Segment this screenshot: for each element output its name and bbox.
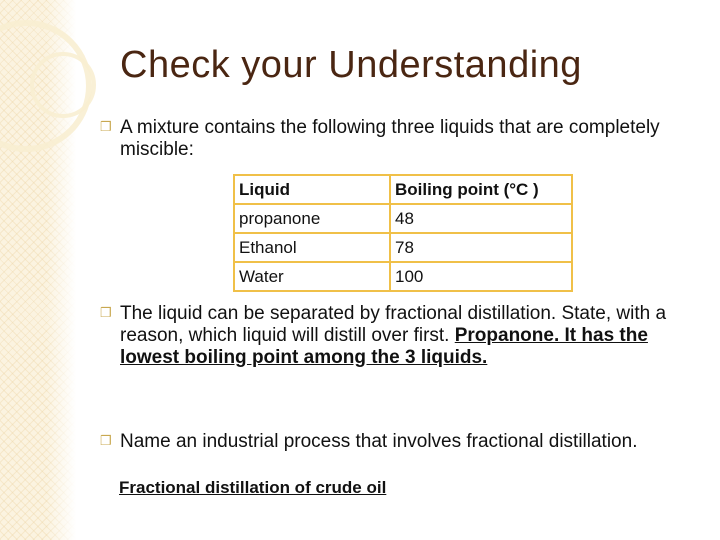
bullet-item-mixture [100, 117, 660, 161]
table-row [234, 233, 572, 262]
bullet-text [120, 303, 700, 369]
liquids-table [233, 174, 573, 292]
table-cell-boiling-point: 100 [390, 262, 572, 291]
bullet-text: A mixture contains the following three liquids that are completely miscible: [120, 117, 660, 160]
question-text: The liquid can be separated by fractional distillation. State, with a reason, which liquid will distill over first. [120, 303, 667, 346]
decorative-ring-small [30, 52, 96, 118]
table-row [234, 204, 572, 233]
slide-title: Check your Understanding [120, 44, 582, 86]
bullet-icon: ❒ [100, 433, 112, 448]
table-header-row [234, 175, 572, 204]
table-cell-boiling-point: 48 [390, 204, 572, 233]
table-cell-liquid: Ethanol [234, 233, 390, 262]
table-header-liquid: Liquid [234, 175, 390, 204]
answer-text-industrial: Fractional distillation of crude oil [119, 478, 387, 497]
bullet-item-industrial-question [100, 431, 660, 453]
question-text: Name an industrial process that involves fractional distillation. [120, 431, 638, 452]
bullet-icon: ❒ [100, 305, 112, 320]
table-cell-liquid: propanone [234, 204, 390, 233]
bullet-item-separation-question [100, 303, 700, 369]
table-row [234, 262, 572, 291]
table-cell-boiling-point: 78 [390, 233, 572, 262]
bullet-icon: ❒ [100, 119, 112, 134]
answer-text: Propanone. It has the lowest boiling point among the 3 liquids. [120, 325, 648, 368]
table-cell-liquid: Water [234, 262, 390, 291]
table-header-boiling-point: Boiling point (°C ) [390, 175, 572, 204]
